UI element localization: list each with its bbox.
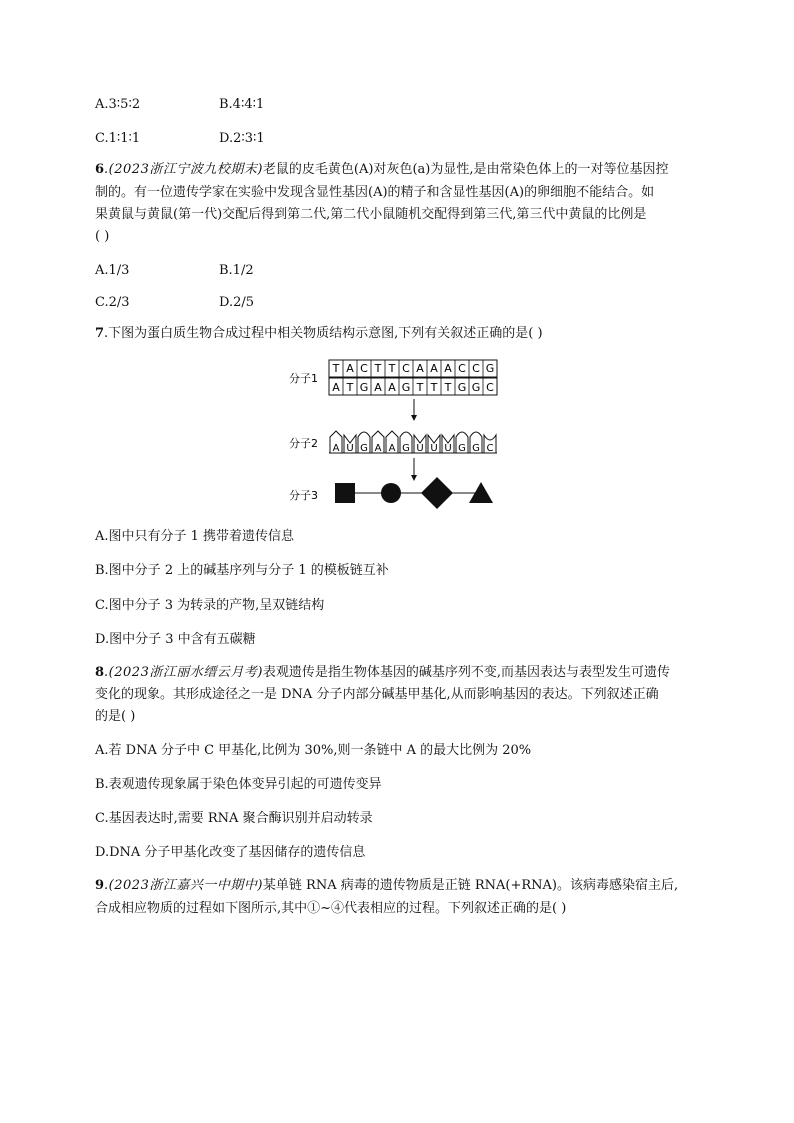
q8-stem-line3: 的是( ) xyxy=(95,709,136,724)
q8-text: 表观遗传是指生物体基因的碱基序列不变,而基因表达与表型发生可遗传 xyxy=(262,665,671,680)
q7-figure xyxy=(285,355,515,515)
mrna-base: G xyxy=(472,443,480,454)
dna-top-base: T xyxy=(374,362,382,375)
dna-top-base: T xyxy=(332,362,340,375)
dna-bottom-base: C xyxy=(486,381,494,394)
q6-option-a[interactable]: A.1/3 xyxy=(95,263,130,278)
dna-top-base: A xyxy=(444,362,452,375)
q7-option-c[interactable]: C.图中分子 3 为转录的产物,呈双链结构 xyxy=(95,598,325,613)
q8-option-b[interactable]: B.表观遗传现象属于染色体变异引起的可遗传变异 xyxy=(95,777,382,792)
q5-option-d[interactable]: D.2∶3∶1 xyxy=(219,131,265,146)
q8-option-c[interactable]: C.基因表达时,需要 RNA 聚合酶识别并启动转录 xyxy=(95,811,373,826)
mrna-base: U xyxy=(416,443,424,454)
dna-bottom-base: A xyxy=(332,381,340,394)
q8-option-a[interactable]: A.若 DNA 分子中 C 甲基化,比例为 30%,则一条链中 A 的最大比例为 20% xyxy=(95,743,532,758)
q8-number: 8 xyxy=(95,665,105,680)
mrna-base: A xyxy=(388,443,396,454)
square-monomer xyxy=(335,483,355,503)
q7-option-d[interactable]: D.图中分子 3 中含有五碳糖 xyxy=(95,632,256,647)
dna-top-base: C xyxy=(458,362,466,375)
arrow-head xyxy=(411,475,417,481)
q7-option-b[interactable]: B.图中分子 2 上的碱基序列与分子 1 的模板链互补 xyxy=(95,563,389,578)
q6-source: .(2023浙江宁波九校期末) xyxy=(104,162,263,177)
q6-stem-line2: 制的。有一位遗传学家在实验中发现含显性基因(A)的精子和含显性基因(A)的卵细胞不能结合。如 xyxy=(95,185,655,200)
circle-monomer xyxy=(381,483,401,503)
mol3-label: 分子3 xyxy=(289,489,318,502)
dna-top-base: C xyxy=(360,362,368,375)
q6-number: 6 xyxy=(95,162,105,177)
dna-bottom-base: T xyxy=(430,381,438,394)
mrna-strand xyxy=(329,431,497,454)
q7-text: .下图为蛋白质生物合成过程中相关物质结构示意图,下列有关叙述正确的是( ) xyxy=(104,326,543,341)
mrna-base: U xyxy=(444,443,452,454)
q9-source: .(2023浙江嘉兴一中期中) xyxy=(104,878,263,893)
mrna-base: A xyxy=(332,443,340,454)
q7-option-a[interactable]: A.图中只有分子 1 携带着遗传信息 xyxy=(95,529,295,544)
q5-option-a[interactable]: A.3∶5∶2 xyxy=(95,97,141,112)
dna-top-base: T xyxy=(388,362,396,375)
q8-stem-line1 xyxy=(95,664,670,682)
q9-stem-line2: 合成相应物质的过程如下图所示,其中①~④代表相应的过程。下列叙述正确的是( ) xyxy=(95,901,567,916)
q8-stem-line2: 变化的现象。其形成途径之一是 DNA 分子内部分碱基甲基化,从而影响基因的表达。下列叙述正确 xyxy=(95,687,659,702)
mol2-label: 分子2 xyxy=(289,437,318,450)
dna-top-base: A xyxy=(416,362,424,375)
q9-text: 某单链 RNA 病毒的遗传物质是正链 RNA(+RNA)。该病毒感染宿主后, xyxy=(262,878,679,893)
dna-double-strand xyxy=(329,360,497,395)
dna-bottom-base: T xyxy=(416,381,424,394)
dna-top-base: C xyxy=(402,362,410,375)
q9-number: 9 xyxy=(95,878,105,893)
dna-bottom-base: T xyxy=(444,381,452,394)
dna-top-base: C xyxy=(472,362,480,375)
dna-bottom-base: A xyxy=(374,381,382,394)
mrna-base: G xyxy=(402,443,410,454)
dna-top-base: G xyxy=(485,362,495,375)
q6-option-b[interactable]: B.1/2 xyxy=(219,263,254,278)
q8-option-d[interactable]: D.DNA 分子甲基化改变了基因储存的遗传信息 xyxy=(95,845,366,860)
dna-bottom-base: T xyxy=(346,381,354,394)
dna-top-base: A xyxy=(430,362,438,375)
q6-text: 老鼠的皮毛黄色(A)对灰色(a)为显性,是由常染色体上的一对等位基因控 xyxy=(262,162,669,177)
q8-source: .(2023浙江丽水缙云月考) xyxy=(104,665,263,680)
dna-bottom-base: G xyxy=(471,381,481,394)
q6-option-d[interactable]: D.2/5 xyxy=(219,295,255,310)
q6-stem-line3: 果黄鼠与黄鼠(第一代)交配后得到第二代,第二代小鼠随机交配得到第三代,第三代中黄鼠的比例是 xyxy=(95,207,647,222)
dna-bottom-base: G xyxy=(457,381,467,394)
q5-option-c[interactable]: C.1∶1∶1 xyxy=(95,131,141,146)
dna-bottom-base: A xyxy=(388,381,396,394)
q6-answer-blank: ( ) xyxy=(95,229,110,244)
q5-option-b[interactable]: B.4∶4∶1 xyxy=(219,97,265,112)
mrna-base: G xyxy=(458,443,466,454)
mrna-base: U xyxy=(430,443,438,454)
q7-number: 7 xyxy=(95,326,105,341)
mol1-label: 分子1 xyxy=(289,372,318,385)
mrna-base: G xyxy=(360,443,368,454)
diamond-monomer xyxy=(421,477,453,509)
q6-stem-line1 xyxy=(95,161,668,179)
arrow-head xyxy=(411,415,417,421)
mrna-base: C xyxy=(486,443,494,454)
dna-top-base: A xyxy=(346,362,354,375)
mrna-base: U xyxy=(346,443,354,454)
q9-stem-line1 xyxy=(95,877,678,895)
q7-stem xyxy=(95,325,543,343)
dna-bottom-base: G xyxy=(401,381,411,394)
mrna-base: A xyxy=(374,443,382,454)
q6-option-c[interactable]: C.2/3 xyxy=(95,295,130,310)
dna-bottom-base: G xyxy=(359,381,369,394)
